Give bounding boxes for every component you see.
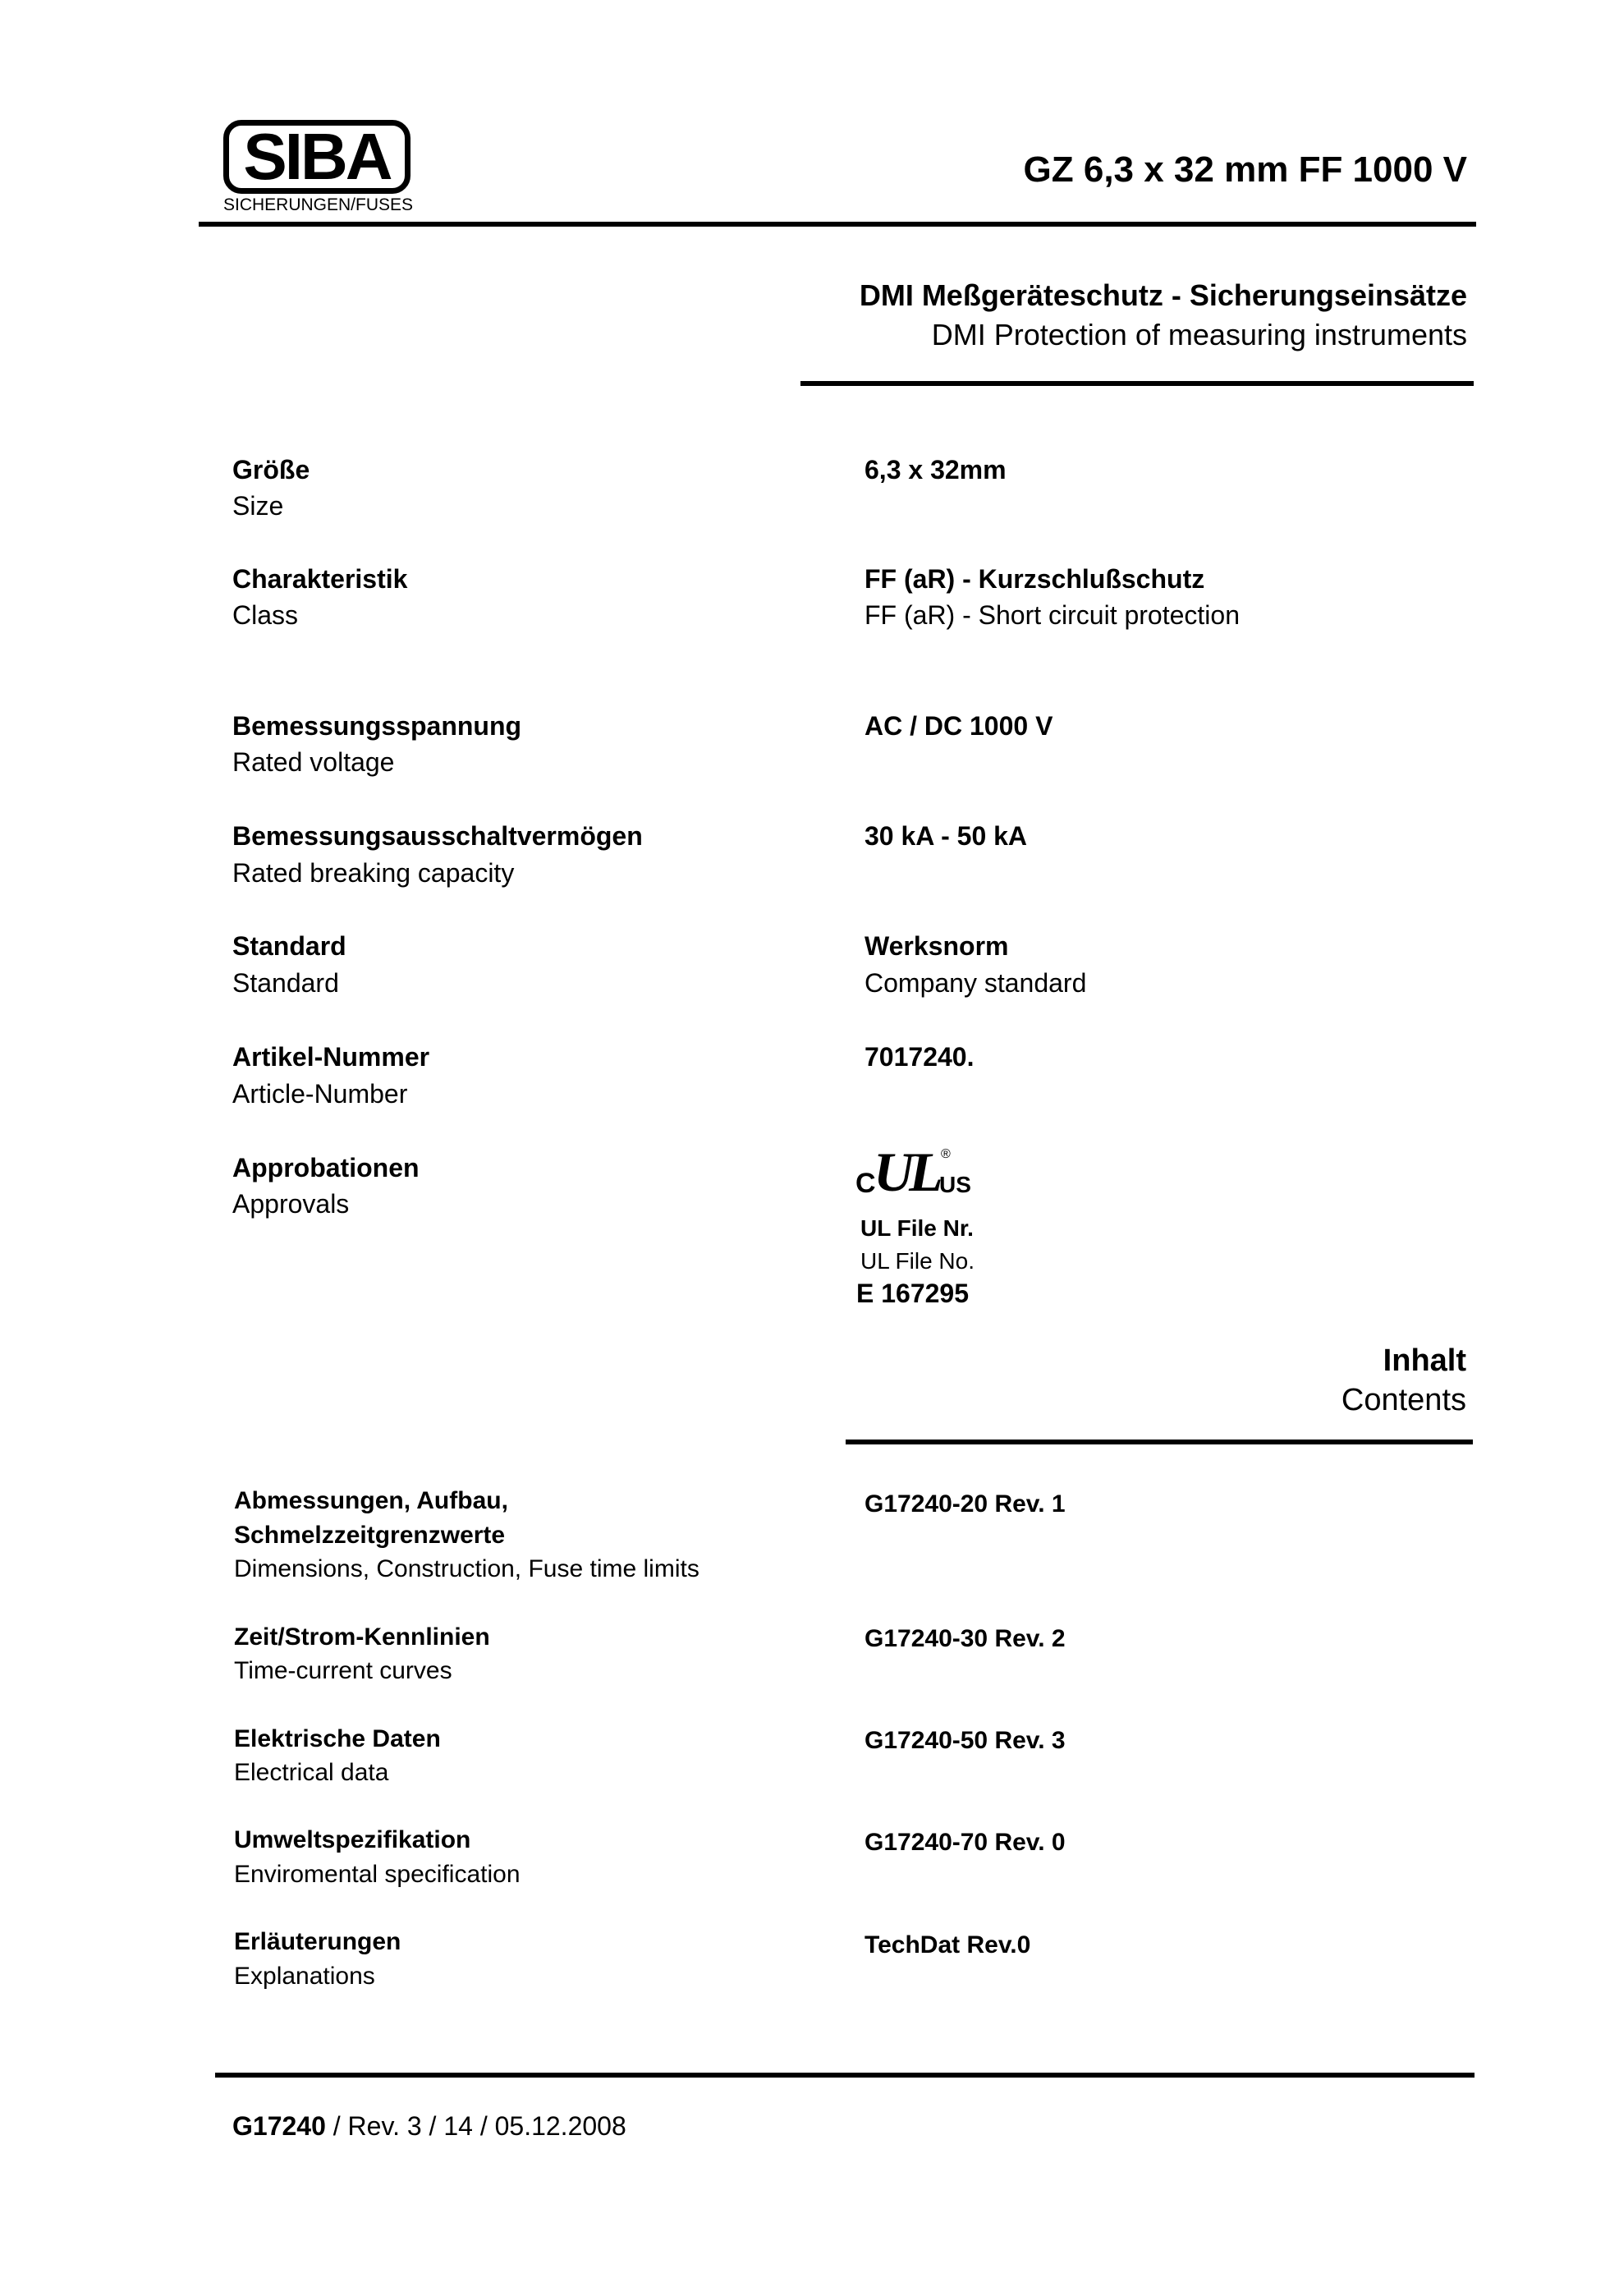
spec-value-de: 6,3 x 32mm: [865, 455, 1007, 484]
ul-file-number: E 167295: [856, 1279, 970, 1308]
section-title-en: DMI Protection of measuring instruments: [931, 318, 1467, 351]
spec-label-en: Size: [232, 491, 284, 521]
contents-reference: G17240-70 Rev. 0: [865, 1829, 1066, 1856]
ul-mark-us: US: [939, 1172, 971, 1197]
ul-mark-c: C: [855, 1168, 876, 1199]
spec-value-en: Company standard: [865, 968, 1087, 998]
spec-value-de: Werksnorm: [865, 931, 1009, 961]
document-title: GZ 6,3 x 32 mm FF 1000 V: [1023, 149, 1467, 190]
approvals-label-de: Approbationen: [232, 1153, 420, 1182]
contents-title-de: Inhalt: [1383, 1343, 1466, 1378]
contents-label-de: Zeit/Strom-Kennlinien: [234, 1623, 490, 1651]
spec-value-de: 30 kA - 50 kA: [865, 821, 1028, 851]
spec-label-de: Bemessungsspannung: [232, 711, 522, 741]
cul-us-mark-icon: [854, 1140, 975, 1204]
footer-doc-id: G17240: [232, 2111, 326, 2141]
contents-label-en: Enviromental specification: [234, 1861, 521, 1888]
spec-value-en: FF (aR) - Short circuit protection: [865, 600, 1240, 630]
spec-label-en: Standard: [232, 968, 339, 998]
spec-value-de: FF (aR) - Kurzschlußschutz: [865, 564, 1205, 594]
article-number: 7017240.: [865, 1042, 975, 1072]
contents-label-en: Dimensions, Construction, Fuse time limits: [234, 1555, 699, 1582]
contents-label-de: Abmessungen, Aufbau,: [234, 1487, 508, 1514]
ul-mark-ul: UL: [874, 1141, 938, 1203]
contents-label-en: Time-current curves: [234, 1657, 452, 1684]
footer-rev-info: / Rev. 3 / 14 / 05.12.2008: [325, 2111, 626, 2141]
contents-label-de: Elektrische Daten: [234, 1725, 441, 1752]
ul-mark-registered: ®: [941, 1147, 951, 1161]
spec-label-en: Rated breaking capacity: [232, 858, 515, 888]
ul-file-label-en: UL File No.: [860, 1248, 975, 1274]
contents-reference: G17240-30 Rev. 2: [865, 1625, 1066, 1652]
spec-label-en: Class: [232, 600, 299, 630]
logo-subtitle: SICHERUNGEN/FUSES: [223, 195, 414, 214]
contents-label-de: Erläuterungen: [234, 1928, 401, 1955]
contents-reference: G17240-20 Rev. 1: [865, 1490, 1066, 1518]
contents-label-de: Umweltspezifikation: [234, 1826, 471, 1853]
spec-label-en: Article-Number: [232, 1079, 408, 1109]
footer-revision: [232, 2110, 626, 2142]
spec-label-de: Bemessungsausschaltvermögen: [232, 821, 643, 851]
contents-reference: TechDat Rev.0: [865, 1931, 1031, 1958]
section-title-de: DMI Meßgeräteschutz - Sicherungseinsätze: [859, 278, 1467, 312]
logo-text: SIBA: [243, 120, 391, 193]
spec-label-de: Artikel-Nummer: [232, 1042, 430, 1072]
section-rule: [800, 381, 1474, 386]
spec-label-en: Rated voltage: [232, 747, 395, 777]
contents-label-en: Explanations: [234, 1963, 375, 1990]
ul-file-label-de: UL File Nr.: [860, 1215, 974, 1241]
spec-label-de: Standard: [232, 931, 346, 961]
spec-value-de: AC / DC 1000 V: [865, 711, 1053, 741]
header-rule: [199, 222, 1476, 227]
approvals-label-en: Approvals: [232, 1189, 350, 1219]
contents-rule: [846, 1440, 1473, 1444]
spec-label-de: Größe: [232, 455, 310, 484]
contents-label-de: Schmelzzeitgrenzwerte: [234, 1522, 506, 1549]
spec-label-de: Charakteristik: [232, 564, 408, 594]
contents-label-en: Electrical data: [234, 1759, 389, 1786]
contents-reference: G17240-50 Rev. 3: [865, 1727, 1066, 1754]
siba-logo: [223, 120, 410, 194]
footer-rule: [215, 2073, 1475, 2078]
contents-title-en: Contents: [1341, 1383, 1466, 1417]
